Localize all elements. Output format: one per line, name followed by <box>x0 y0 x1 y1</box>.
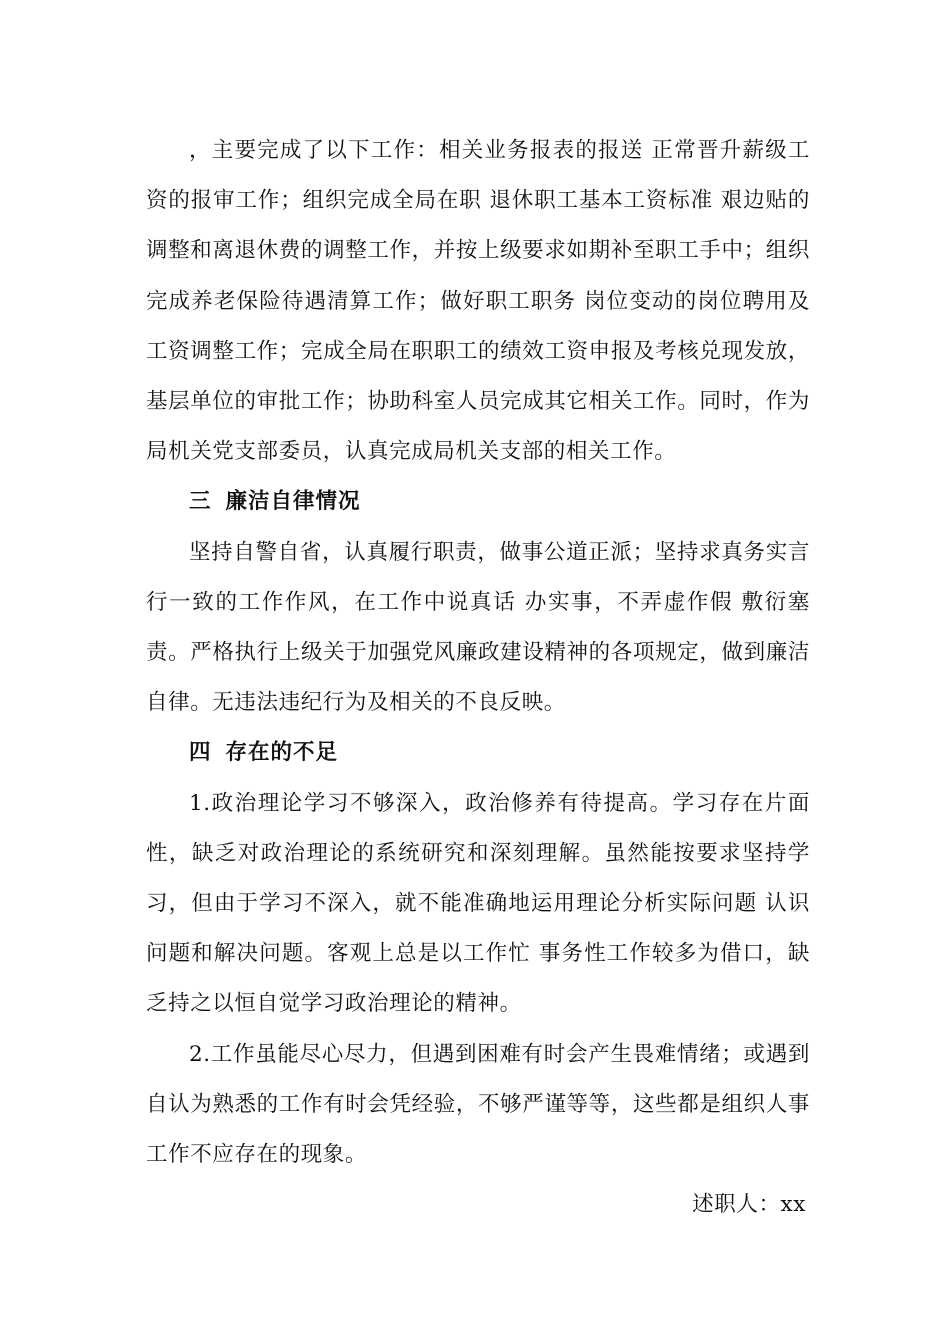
section-heading-shortcomings <box>146 728 810 778</box>
paragraph-work-summary: ，主要完成了以下工作：相关业务报表的报送 正常晋升薪级工资的报审工作；组织完成全局在职 退休职工基本工资标准 艰边贴的调整和离退休费的调整工作，并按上级要求如期补至职工手中；组织完成养老保险待遇清算工作；做好职工职务 岗位变动的岗位聘用及工资调整工作；完成全局在职职工的绩效工资申报及考核兑现发放，基层单位的审批工作；协助科室人员完成其它相关工作。同时，作为局机关党支部委员，认真完成局机关支部的相关工作。 <box>146 138 810 465</box>
section-number: 四 <box>189 740 212 766</box>
section-title: 存在的不足 <box>225 740 339 766</box>
signature: 述职人：xx <box>692 1192 806 1218</box>
document-page <box>146 126 810 1230</box>
section-number: 三 <box>189 489 212 515</box>
paragraph-shortcoming-2: 2.工作虽能尽心尽力，但遇到困难有时会产生畏难情绪；或遇到自认为熟悉的工作有时会凭经验，不够严谨等等，这些都是组织人事工作不应存在的现象。 <box>146 1041 810 1168</box>
section-title: 廉洁自律情况 <box>225 489 361 515</box>
paragraph-shortcoming-1: 1.政治理论学习不够深入，政治修养有待提高。学习存在片面性，缺乏对政治理论的系统研究和深刻理解。虽然能按要求坚持学习，但由于学习不深入，就不能准确地运用理论分析实际问题 认识问题和解决问题。客观上总是以工作忙 事务性工作较多为借口，缺乏持之以恒自觉学习政治理论的精神。 <box>146 790 810 1017</box>
section-heading-integrity <box>146 477 810 527</box>
paragraph-integrity: 坚持自警自省，认真履行职责，做事公道正派；坚持求真务实言行一致的工作作风，在工作中说真话 办实事，不弄虚作假 敷衍塞责。严格执行上级关于加强党风廉政建设精神的各项规定，做到廉洁自律。无违法违纪行为及相关的不良反映。 <box>146 539 810 716</box>
